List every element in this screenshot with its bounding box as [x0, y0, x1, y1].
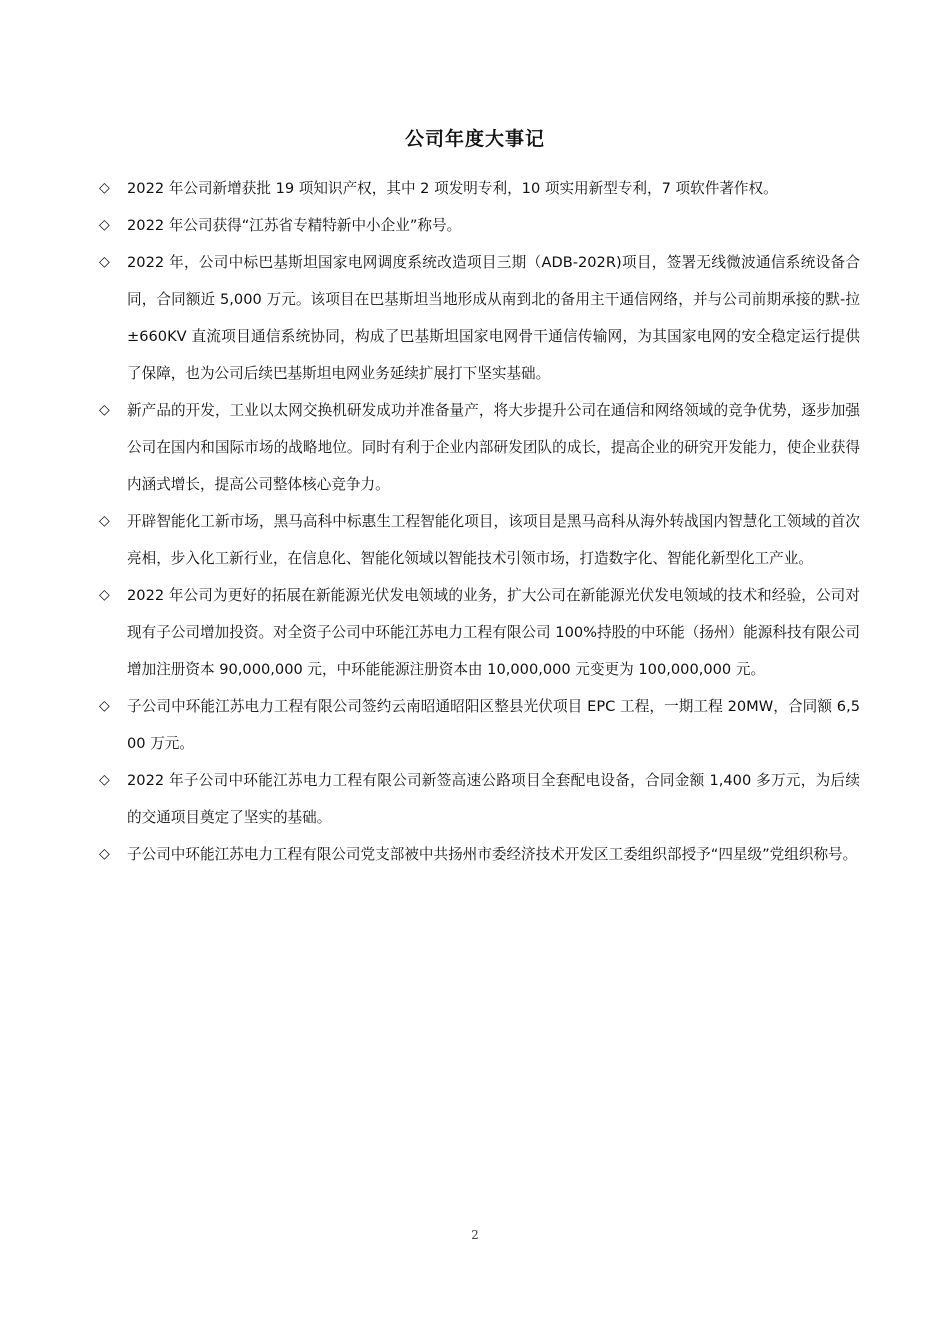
diamond-bullet-icon: ◇ [99, 402, 110, 418]
diamond-bullet-icon: ◇ [99, 180, 110, 196]
list-item [96, 577, 860, 688]
list-item [96, 392, 860, 503]
page-title: 公司年度大事记 [404, 128, 545, 150]
diamond-bullet-icon: ◇ [99, 513, 110, 529]
event-text: 2022 年公司新增获批 19 项知识产权，其中 2 项发明专利，10 项实用新型专利，7 项软件著作权。 [127, 180, 778, 197]
diamond-bullet-icon: ◇ [99, 254, 110, 270]
event-list [96, 170, 860, 873]
event-text: 开辟智能化工新市场，黑马高科中标惠生工程智能化项目，该项目是黑马高科从海外转战国内智慧化工领域的首次亮相，步入化工新行业，在信息化、智能化领域以智能技术引领市场，打造数字化、智能化新型化工产业。 [127, 513, 860, 567]
diamond-bullet-icon: ◇ [99, 772, 110, 788]
list-item [96, 170, 860, 207]
event-text: 2022 年公司为更好的拓展在新能源光伏发电领域的业务，扩大公司在新能源光伏发电领域的技术和经验，公司对现有子公司增加投资。对全资子公司中环能江苏电力工程有限公司 100%持股的中环能（扬州）能源科技有限公司增加注册资本 90,000,000 元，中环能能源注册资本由 10,000,000 元变更为 100,000,000 元。 [127, 587, 860, 678]
event-text: 子公司中环能江苏电力工程有限公司签约云南昭通昭阳区整县光伏项目 EPC 工程，一期工程 20MW，合同额 6,500 万元。 [127, 698, 860, 752]
event-text: 2022 年，公司中标巴基斯坦国家电网调度系统改造项目三期（ADB-202R)项目，签署无线微波通信系统设备合同，合同额近 5,000 万元。该项目在巴基斯坦当地形成从南到北的备用主干通信网络，并与公司前期承接的默-拉±660KV 直流项目通信系统协同，构成了巴基斯坦国家电网骨干通信传输网，为其国家电网的安全稳定运行提供了保障，也为公司后续巴基斯坦电网业务延续扩展打下坚实基础。 [127, 254, 860, 382]
diamond-bullet-icon: ◇ [99, 846, 110, 862]
diamond-bullet-icon: ◇ [99, 698, 110, 714]
list-item [96, 207, 860, 244]
event-text: 子公司中环能江苏电力工程有限公司党支部被中共扬州市委经济技术开发区工委组织部授予“四星级”党组织称号。 [127, 846, 858, 863]
event-text: 新产品的开发，工业以太网交换机研发成功并准备量产，将大步提升公司在通信和网络领域的竞争优势，逐步加强公司在国内和国际市场的战略地位。同时有利于企业内部研发团队的成长，提高企业的研究开发能力，使企业获得内涵式增长，提高公司整体核心竞争力。 [127, 402, 860, 493]
list-item [96, 836, 860, 873]
page-number: 2 [471, 1228, 479, 1242]
event-text: 2022 年公司获得“江苏省专精特新中小企业”称号。 [127, 217, 462, 234]
list-item [96, 503, 860, 577]
diamond-bullet-icon: ◇ [99, 587, 110, 603]
diamond-bullet-icon: ◇ [99, 217, 110, 233]
event-text: 2022 年子公司中环能江苏电力工程有限公司新签高速公路项目全套配电设备，合同金额 1,400 多万元，为后续的交通项目奠定了坚实的基础。 [127, 772, 860, 826]
list-item [96, 762, 860, 836]
list-item [96, 688, 860, 762]
list-item [96, 244, 860, 392]
